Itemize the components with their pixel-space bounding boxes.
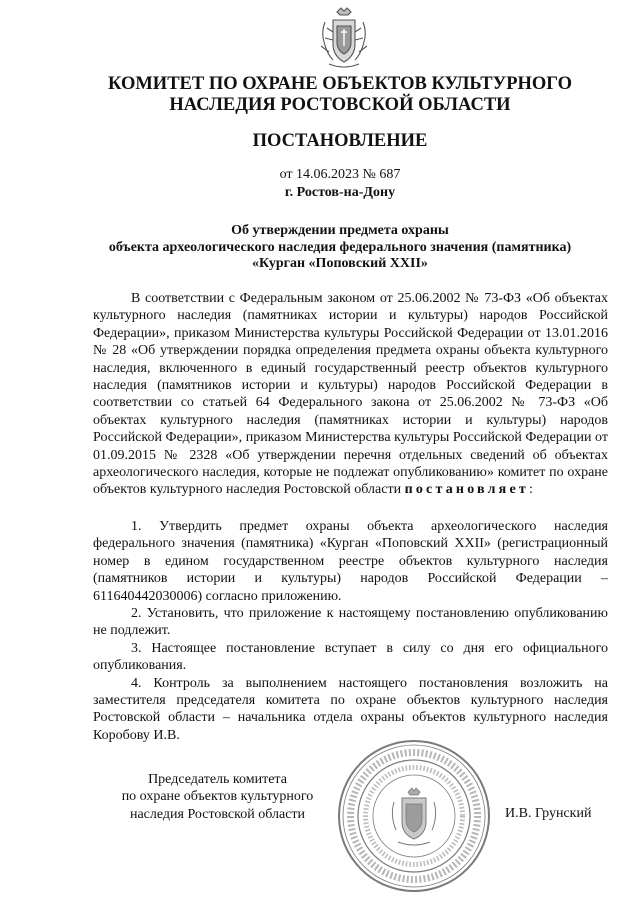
city: г. Ростов-на-Дону [284,185,396,200]
date-number: от 14.06.2023 № 687 [279,167,401,182]
document-title [60,223,620,273]
decree-item-1: 1. Утвердить предмет охраны объекта археологического наследия федерального значения (памятника) «Курган «Поповский XXII» (регистрационный номер в едином государственном реестре объектов культурного наследия (памятников истории и культуры) народов Российской Федерации – 611640442030006) согласно приложению. [93,519,608,604]
title-line-3: «Курган «Поповский XXII» [252,256,428,271]
signatory-line-2: по охране объектов культурного [121,789,314,805]
document-type: ПОСТАНОВЛЕНИЕ [252,131,428,151]
decree-items [93,518,608,744]
org-line-1: КОМИТЕТ ПО ОХРАНЕ ОБЪЕКТОВ КУЛЬТУРНОГО [108,74,572,94]
preamble-text: В соответствии с Федеральным законом от 25.06.2002 № 73-ФЗ «Об объектах культурного наследия (памятниках истории и культуры) народов Российской Федерации», приказом Министерства культуры Российской Федерации от 13.01.2016 № 28 «Об утверждении порядка определения предмета охраны объекта культурного наследия, включенного в единый государственный реестр объектов культурного наследия (памятников истории и культуры) народов Российской Федерации в соответствии со статьей 64 Федерального закона от 25.06.2002 № 73-ФЗ «Об объектах культурного наследия (памятниках истории и культуры) народов Российской Федерации», приказом Министерства культуры Российской Федерации от 01.09.2015 № 2328 «Об утверждении перечня отдельных сведений об объектах археологического наследия, которые не подлежат опубликованию» комитет по охране объектов культурного наследия Ростовской области [93,291,608,498]
signatory-name: И.В. Грунский [505,806,592,821]
decree-word: постановляет [404,482,529,498]
signatory-line-3: наследия Ростовской области [129,806,306,822]
signatory-position [100,771,335,823]
coat-of-arms-icon [315,6,373,72]
decree-item-3: 3. Настоящее постановление вступает в силу со дня его официального опубликования. [93,640,608,674]
official-seal-icon [336,738,492,894]
signatory-line-1: Председатель комитета [148,772,287,787]
preamble-paragraph [93,290,608,499]
title-line-1: Об утверждении предмета охраны [231,223,449,238]
org-line-2: НАСЛЕДИЯ РОСТОВСКОЙ ОБЛАСТИ [169,95,511,115]
title-line-2: объекта археологического наследия федерального значения (памятника) [108,239,572,255]
preamble-colon: : [528,482,533,498]
decree-item-2: 2. Установить, что приложение к настоящему постановлению опубликованию не подлежит. [93,606,608,639]
organization-name [60,74,620,116]
decree-item-4: 4. Контроль за выполнением настоящего постановления возложить на заместителя председателя комитета по охране объектов культурного наследия Ростовской области – начальника отдела охраны объектов культурного наследия Коробову И.В. [93,675,608,743]
